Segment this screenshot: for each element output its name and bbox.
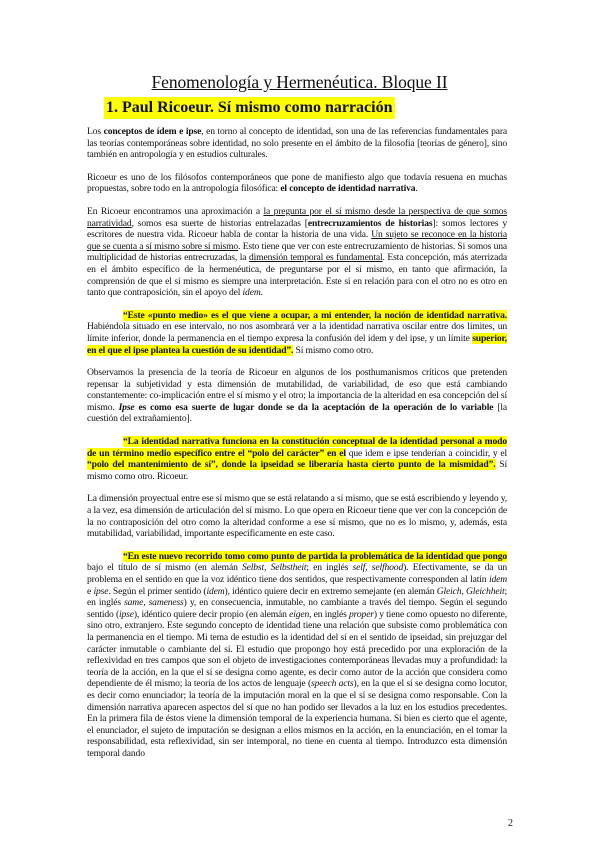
text-run: que idem e ipse tenderían a coincidir, y el [345,447,507,459]
text-run: ), idéntico quiere decir en extremo semejante (en alemán [224,585,437,597]
text-run: . Esto tiene que ver con este entrecruzamiento de historias. Si somos una multiplicidad de historias entrecruzadas, la [87,240,507,264]
italic-term: self, selfhood [352,562,404,574]
text-run: , en torno al concepto de identidad, son una de las referencias fundamentales para las teorías contemporáneas sobre identidad, no solo presente en el ámbito de la filosofía [teorías de género], sino también en antropología y en estudios culturales. [87,126,507,161]
text-run: . [260,287,263,299]
highlighted-quote: “Este «punto medio» es el que viene a ocupar, a mi entender, la noción de identidad narrativa. [123,309,507,321]
text-run: ), idéntico quiere decir propio (en alemán [133,608,290,620]
text-run: e [87,585,94,597]
italic-term: idem [206,585,225,597]
paragraph-3 [87,206,507,299]
paragraph-5 [87,367,507,425]
paragraph-2 [87,172,507,195]
text-run: Los [87,126,104,137]
bold-term: conceptos de ídem e ipse [103,126,202,137]
text-run: ; en inglés [87,585,507,609]
highlighted-quote: “La identidad narrativa funciona en la constitución conceptual de la identidad personal a modo de un término medio específico entre el “polo del carácter” en el [87,436,507,459]
italic-term: eigen [289,608,310,620]
text-run: En Ricoeur encontramos una aproximación a [87,205,264,217]
quote-paragraph-3 [87,551,507,760]
text-run: Ricoeur es uno de los filósofos contemporáneos que pone de manifiesto algo que todavía resuena en muchas propuestas, sobre todo en la antropología filosófica: [87,171,507,195]
italic-term: idem [488,574,507,585]
text-run: , en inglés [309,608,350,620]
italic-term: proper [349,608,374,620]
text-run: ), en la que el sí se designa como locutor, es decir como enunciador; la teoría de la imputación moral en la que el sí se designa como responsable. Con la dimensión narrativa aparecen aspectos del sí que no han podido ser llevados a la luz en los estudios precedentes. En la primera fila de éstos viene la dimensión temporal de la experiencia humana. Si bien es cierto que el agente, el enunciador, el sujeto de imputación se designan a ellos mismos en la acción, en la enunciación, en el tomar la responsabilidad, esta reflexividad, sin ser intemporal, no tiene en cuenta al tiempo. Introduzco esta dimensión temporal dando [87,678,508,759]
bold-term: entrecruzamientos de historias [307,217,433,229]
underlined-phrase: Un sujeto se reconoce en la historia que se cuenta a sí mismo sobre sí mismo [87,229,507,252]
text-run: Habiéndola situado en ese intervalo, no nos asombrará ver a la identidad narrativa oscilar entre dos límites, un límite inferior, donde la permanencia en el tiempo expresa la confusión del idem y del ipse, y un límite [87,321,507,344]
text-run: bajo el título de sí mismo (en alemán [87,562,243,574]
text-run: Sí mismo como otro. Ricoeur. [87,459,507,482]
document-body [87,126,507,771]
text-run: . [415,183,418,195]
text-run: ) y tiene como opuesto no diferente, sino otro, extranjero. Este segundo concepto de identidad tiene una relación que subsiste como problemática con la permanencia en el tiempo. Mi tema de estudio es la identidad del sí en el sentido de ipseidad, sin prejuzgar del carácter inmutable o cambiante del sí. El estudio que propongo hoy está precedido por una exploración de la reflexividad en tres campos que son el objeto de investigaciones contemporáneas llevadas muy a profundidad: la teoría de la acción, en la que el sí se designa como agente, es decir como autor de la acción que considera como dependiente de él mismo; la teoría de los actos de lenguaje ( [87,608,507,690]
italic-term: Ipse [118,401,135,413]
text-run: [la cuestión del extrañamiento]. [87,401,507,425]
italic-term: same, sameness [124,597,184,609]
paragraph-1 [87,126,507,161]
italic-term: ipse [93,585,109,597]
italic-term: Selbst, Selbstheit [242,562,307,574]
text-run: ]: somos lectores y escritores de nuestra vida. Ricoeur habla de contar la historia de una vida. [87,217,507,241]
text-run: ) y, en consecuencia, inmutable, no cambiante a través del tiempo. Según el segundo sentido ( [87,597,507,620]
italic-term: Gleich, Gleichheit [436,585,505,597]
italic-term: speech acts [311,678,354,690]
text-run: ). Efectivamente, se da un problema en el sentido en que la voz idéntico tiene dos sentidos, que respectivamente corresponden al latín [87,562,507,585]
highlighted-quote: superior, en el que el ipse plantea la cuestión de su identidad”. [87,332,507,356]
text-run: Sí mismo como otro. [293,344,374,356]
italic-term: ipse [119,608,134,620]
text-run: Observamos la presencia de la teoría de Ricoeur en algunos de los posthumanismos críticos que pretenden repensar la subjetividad y esta dimensión de mutabilidad, de variabilidad, de eso que está cambiando constantemente: co-implicación entre el sí mismo y el otro; la importancia de la alteridad en esa concepción del sí mismo. [87,367,507,413]
page-number: 2 [508,818,513,829]
text-run: . Esta concepción, más aterrizada en el ámbito específico de la hermenéutica, de preguntarse por el sí mismo, en tanto que afirmación, la comprensión de que el sí mismo es siempre una interpretación. Este sí en relación para con el otro no es otro en tanto que contraposición, sin el apoyo del [87,252,507,299]
quote-paragraph-2 [87,436,507,482]
paragraph-7: La dimensión proyectual entre ese sí mismo que se está relatando a sí mismo, que se está escribiendo y leyendo y, a la vez, esa dimensión de articulación del sí mismo. Lo que opera en Ricoeur tiene que ver con la concepción de la no contraposición del otro como la alteridad conforme a ese sí mismo, que no es lo mismo, y, además, esta mutabilidad, variabilidad, importante específicamente en este caso. [87,493,507,540]
section-title: 1. Paul Ricoeur. Sí mismo como narración [104,97,395,119]
quote-paragraph-1 [87,310,507,356]
bold-term: el concepto de identidad narrativa [280,183,416,195]
text-run: . Según el primer sentido ( [108,585,207,597]
bold-term: es como esa suerte de lugar donde se da la aceptación de la operación de lo variable [134,401,494,413]
underlined-phrase: la pregunta por el sí mismo desde la perspectiva de que somos narratividad [87,205,507,229]
italic-term: idem [242,287,261,299]
text-run: , somos esa suerte de historias entrelazadas [ [131,217,308,229]
underlined-phrase: dimensión temporal es fundamental [249,252,383,264]
page-title: Fenomenología y Hermenéutica. Bloque II [151,72,448,92]
highlighted-quote: “En este nuevo recorrido tomo como punto de partida la problemática de la identidad que pongo [123,550,507,562]
highlighted-quote: “polo del mantenimiento de sí”, donde la ipseidad se liberaría hasta cierto punto de la mismidad”. [87,459,496,471]
text-run: ; en inglés [306,562,353,574]
